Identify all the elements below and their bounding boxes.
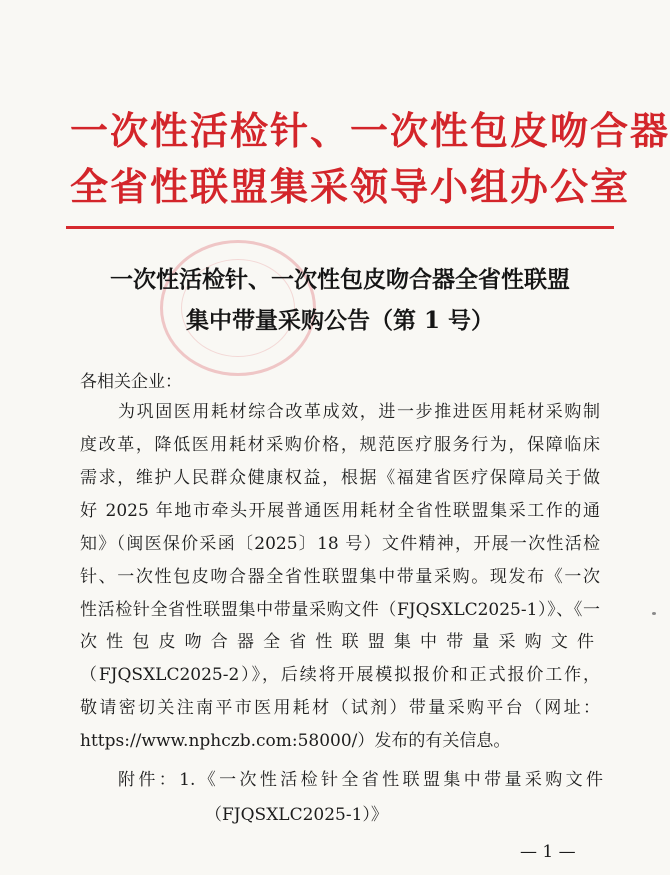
red-header-rule (66, 226, 614, 229)
attachment-line-1: 附件：1.《一次性活检针全省性联盟集中带量采购文件 (118, 770, 603, 790)
issuer-name-line-2: 全省性联盟集采领导小组办公室 (70, 164, 631, 209)
document-title-line-2: 集中带量采购公告（第 1 号） (185, 307, 495, 334)
body-line: （FJQSXLC2025-2）》，后续将开展模拟报价和正式报价工作， (80, 665, 600, 685)
body-line: 知》（闽医保价采函〔2025〕18 号）文件精神，开展一次性活检 (80, 534, 600, 554)
body-line: https://www.nphczb.com:58000/）发布的有关信息。 (80, 731, 511, 751)
scan-speck (652, 612, 656, 615)
body-line: 为巩固医用耗材综合改革成效，进一步推进医用耗材采购制 (118, 402, 600, 422)
attachment-line-2: （FJQSXLC2025-1）》 (205, 805, 388, 825)
page-number: — 1 — (520, 842, 576, 862)
issuer-name-line-1: 一次性活检针、一次性包皮吻合器 (70, 108, 670, 153)
salutation: 各相关企业： (80, 372, 182, 392)
body-line: 好 2025 年地市牵头开展普通医用耗材全省性联盟集采工作的通 (80, 501, 600, 521)
body-line: 次性包皮吻合器全省性联盟集中带量采购文件 (80, 632, 600, 652)
document-title-line-1: 一次性活检针、一次性包皮吻合器全省性联盟 (110, 266, 570, 293)
body-line: 需求，维护人民群众健康权益，根据《福建省医疗保障局关于做 (80, 468, 600, 488)
body-line: 性活检针全省性联盟集中带量采购文件（FJQSXLC2025-1）》、《一 (80, 600, 600, 620)
body-line: 敬请密切关注南平市医用耗材（试剂）带量采购平台（网址： (80, 698, 600, 718)
body-line: 针、一次性包皮吻合器全省性联盟集中带量采购。现发布《一次 (80, 567, 600, 587)
body-line: 度改革，降低医用耗材采购价格，规范医疗服务行为，保障临床 (80, 435, 600, 455)
